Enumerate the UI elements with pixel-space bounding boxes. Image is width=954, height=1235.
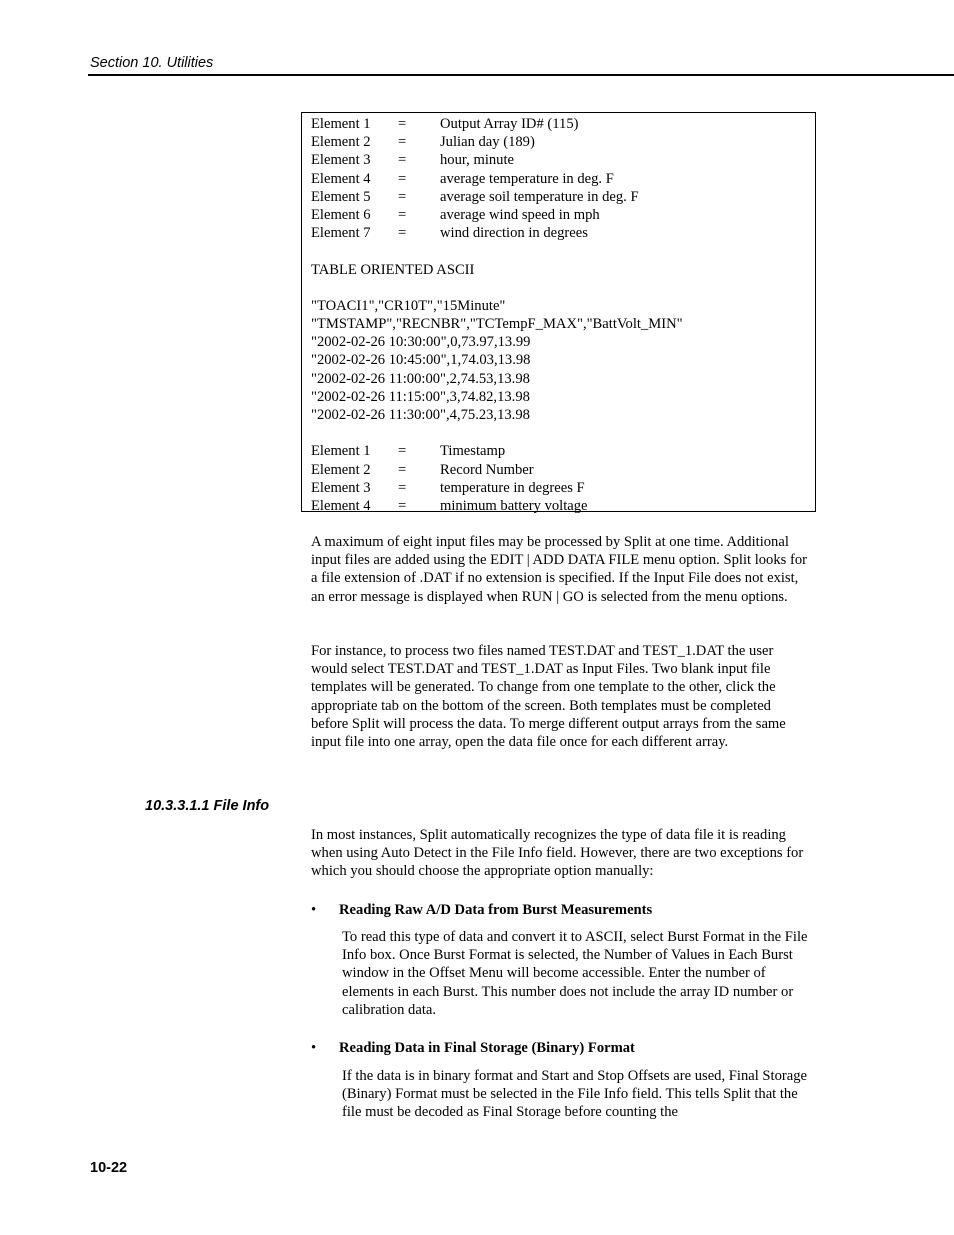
element-description: average temperature in deg. F	[440, 170, 614, 187]
table-data-lines	[311, 297, 815, 424]
equals-sign: =	[398, 443, 407, 460]
table-line: "2002-02-26 10:30:00",0,73.97,13.99	[311, 334, 531, 351]
table-title: TABLE ORIENTED ASCII	[311, 261, 475, 278]
element-description: Julian day (189)	[440, 134, 535, 151]
table-line: "TMSTAMP","RECNBR","TCTempF_MAX","BattVolt_MIN"	[311, 316, 683, 333]
equals-sign: =	[398, 461, 407, 478]
bullet-title: Reading Data in Final Storage (Binary) Format	[339, 1040, 635, 1056]
equals-sign: =	[398, 152, 407, 169]
element-name: Element 6	[311, 206, 371, 223]
table-element-list	[311, 442, 815, 515]
table-line: "2002-02-26 11:15:00",3,74.82,13.98	[311, 388, 530, 405]
element-description: Timestamp	[440, 443, 506, 460]
table-line: "2002-02-26 11:00:00",2,74.53,13.98	[311, 370, 530, 387]
bullet-icon: •	[311, 1040, 317, 1056]
table-line: "TOACI1","CR10T","15Minute"	[311, 297, 506, 314]
array-element-row	[311, 224, 815, 242]
table-element-row	[311, 442, 815, 460]
element-description: Record Number	[440, 461, 534, 478]
table-line: "2002-02-26 11:30:00",4,75.23,13.98	[311, 407, 530, 423]
paragraph-final-storage: If the data is in binary format and Start and Stop Offsets are used, Final Storage (Binary) Format must be selected in the File Info field. This tells Split that the file must be decoded as Final Storage before counting the	[342, 1068, 807, 1121]
bullet-icon: •	[311, 902, 317, 918]
section-header: Section 10. Utilities	[90, 55, 214, 71]
element-description: average wind speed in mph	[440, 206, 600, 223]
bullet-item-final-storage	[311, 1039, 635, 1057]
element-name: Element 2	[311, 134, 371, 151]
array-element-row	[311, 188, 815, 206]
equals-sign: =	[398, 170, 407, 187]
header-rule	[88, 74, 954, 76]
spacer	[311, 424, 815, 442]
element-description: Output Array ID# (115)	[440, 116, 579, 132]
bullet-title: Reading Raw A/D Data from Burst Measurements	[339, 902, 653, 918]
element-name: Element 1	[311, 116, 371, 132]
equals-sign: =	[398, 134, 407, 151]
element-name: Element 3	[311, 479, 371, 496]
equals-sign: =	[398, 116, 407, 132]
element-description: temperature in degrees F	[440, 479, 585, 496]
equals-sign: =	[398, 479, 407, 496]
element-name: Element 4	[311, 497, 371, 514]
page-number: 10-22	[90, 1160, 128, 1176]
table-element-row	[311, 461, 815, 479]
array-element-row	[311, 133, 815, 151]
array-element-list	[311, 115, 815, 242]
element-name: Element 3	[311, 152, 371, 169]
array-element-row	[311, 115, 815, 133]
array-element-row	[311, 170, 815, 188]
array-element-row	[311, 206, 815, 224]
paragraph-input-files: A maximum of eight input files may be processed by Split at one time. Additional input files are added using the EDIT | ADD DATA FILE menu option. Split looks for a file extension of .DAT if no extension is specified. If the Input File does not exist, an error message is displayed when RUN | GO is selected from the menu options.	[311, 534, 807, 605]
spacer	[311, 279, 815, 297]
table-line: "2002-02-26 10:45:00",1,74.03,13.98	[311, 352, 531, 369]
equals-sign: =	[398, 188, 407, 205]
array-element-row	[311, 151, 815, 169]
element-description: wind direction in degrees	[440, 225, 588, 242]
bullet-item-burst	[311, 901, 652, 919]
table-element-row	[311, 497, 815, 515]
element-description: minimum battery voltage	[440, 497, 588, 514]
element-name: Element 4	[311, 170, 371, 187]
element-name: Element 5	[311, 188, 371, 205]
element-name: Element 7	[311, 225, 371, 242]
element-description: average soil temperature in deg. F	[440, 188, 639, 205]
element-description: hour, minute	[440, 152, 514, 169]
subheading-file-info: 10.3.3.1.1 File Info	[145, 798, 270, 814]
paragraph-file-info: In most instances, Split automatically recognizes the type of data file it is reading when using Auto Detect in the File Info field. However, there are two exceptions for which you should choose the appropriate option manually:	[311, 827, 804, 880]
equals-sign: =	[398, 206, 407, 223]
equals-sign: =	[398, 225, 407, 242]
element-name: Element 1	[311, 443, 371, 460]
paragraph-example: For instance, to process two files named TEST.DAT and TEST_1.DAT the user would select TEST.DAT and TEST_1.DAT as Input Files. Two blank input file templates will be generated. To change from one template to the other, click the appropriate tab on the bottom of the screen. Both templates must be completed before Split will process the data. To merge different output arrays from the same input file into one array, open the data file once for each different array.	[311, 643, 786, 751]
paragraph-burst: To read this type of data and convert it to ASCII, select Burst Format in the File Info box. Once Burst Format is selected, the Number of Values in Each Burst window in the Offset Menu will become accessible. Enter the number of elements in each Burst. This number does not include the array ID number or calibration data.	[342, 929, 808, 1018]
example-box	[301, 112, 816, 512]
element-name: Element 2	[311, 461, 371, 478]
spacer	[311, 242, 815, 260]
table-element-row	[311, 479, 815, 497]
equals-sign: =	[398, 497, 407, 514]
